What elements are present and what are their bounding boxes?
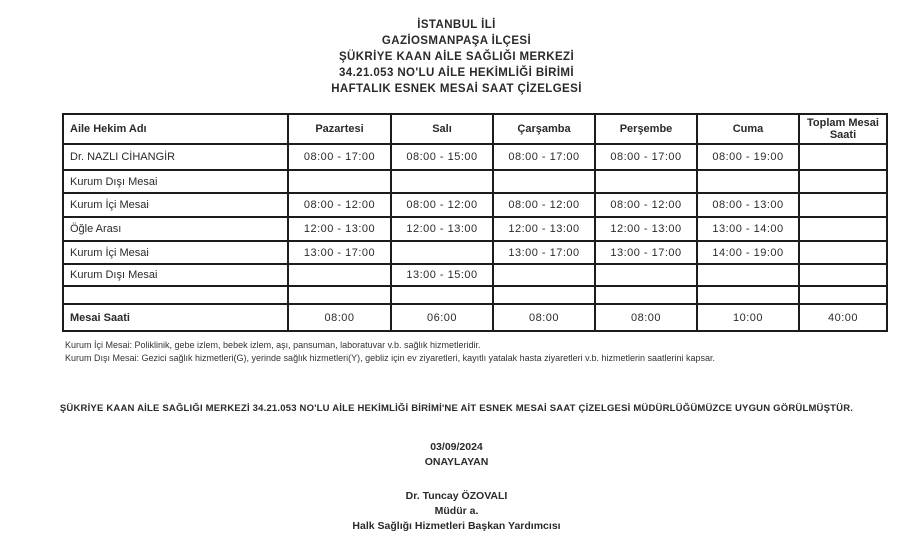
row-label-cell: Kurum Dışı Mesai — [63, 170, 288, 193]
schedule-table-body — [63, 144, 887, 331]
title-line-unit: 34.21.053 NO'LU AİLE HEKİMLİĞİ BİRİMİ — [338, 67, 574, 79]
signer-title: Halk Sağlığı Hizmetleri Başkan Yardımcısı — [352, 520, 561, 532]
time-cell: 40:00 — [799, 304, 887, 331]
time-cell: 08:00 - 17:00 — [288, 144, 391, 170]
time-cell — [799, 286, 887, 304]
signer-role: Müdür a. — [434, 505, 479, 517]
row-label-cell: Mesai Saati — [63, 304, 288, 331]
document-title — [0, 17, 913, 97]
table-row — [63, 304, 887, 331]
header-cell-4: Perşembe — [595, 114, 697, 144]
time-cell — [799, 241, 887, 264]
time-cell: 08:00 - 12:00 — [595, 193, 697, 217]
time-cell — [697, 264, 799, 286]
time-cell: 08:00 - 17:00 — [493, 144, 595, 170]
time-cell: 08:00 - 19:00 — [697, 144, 799, 170]
time-cell — [288, 286, 391, 304]
time-cell — [697, 286, 799, 304]
header-cell-5: Cuma — [697, 114, 799, 144]
time-cell — [799, 170, 887, 193]
time-cell: 08:00 - 12:00 — [391, 193, 493, 217]
title-line-district: GAZİOSMANPAŞA İLÇESİ — [381, 35, 532, 47]
footnote-in-office: Kurum İçi Mesai: Poliklinik, gebe izlem, bebek izlem, aşı, pansuman, laboratuvar v.b. sağlık hizmetleridir. — [65, 340, 481, 350]
table-row — [63, 241, 887, 264]
signature-block — [0, 489, 913, 534]
time-cell — [799, 144, 887, 170]
time-cell — [493, 264, 595, 286]
row-label-cell: Öğle Arası — [63, 217, 288, 241]
time-cell — [595, 286, 697, 304]
schedule-table — [62, 113, 888, 332]
time-cell: 08:00 - 12:00 — [288, 193, 391, 217]
time-cell — [595, 170, 697, 193]
time-cell — [391, 241, 493, 264]
time-cell: 13:00 - 15:00 — [391, 264, 493, 286]
header-cell-6: Toplam Mesai Saati — [799, 114, 887, 144]
time-cell: 13:00 - 17:00 — [493, 241, 595, 264]
row-label-cell: Kurum Dışı Mesai — [63, 264, 288, 286]
time-cell: 08:00 - 13:00 — [697, 193, 799, 217]
approver-label: ONAYLAYAN — [424, 456, 489, 468]
time-cell: 10:00 — [697, 304, 799, 331]
time-cell: 08:00 — [595, 304, 697, 331]
table-row — [63, 264, 887, 286]
table-row — [63, 193, 887, 217]
title-line-doc-type: HAFTALIK ESNEK MESAİ SAAT ÇİZELGESİ — [331, 83, 582, 95]
time-cell: 12:00 - 13:00 — [493, 217, 595, 241]
schedule-table-head — [63, 114, 887, 144]
time-cell: 12:00 - 13:00 — [391, 217, 493, 241]
time-cell: 08:00 - 12:00 — [493, 193, 595, 217]
footnote-out-office: Kurum Dışı Mesai: Gezici sağlık hizmetleri(G), yerinde sağlık hizmetleri(Y), gebliz için ev ziyaretleri, kayıtlı yatalak hasta ziyaretleri v.b. hizmetlerin saatlerini kapsar. — [65, 353, 716, 363]
title-line-province: İSTANBUL İLİ — [417, 19, 496, 31]
time-cell — [493, 170, 595, 193]
header-cell-doctor-name: Aile Hekim Adı — [63, 114, 288, 144]
row-label-cell: Kurum İçi Mesai — [63, 193, 288, 217]
table-row — [63, 170, 887, 193]
table-row — [63, 217, 887, 241]
time-cell — [391, 286, 493, 304]
time-cell: 13:00 - 17:00 — [288, 241, 391, 264]
time-cell: 08:00 — [288, 304, 391, 331]
time-cell — [697, 170, 799, 193]
time-cell — [799, 193, 887, 217]
time-cell — [493, 286, 595, 304]
row-label-cell: Dr. NAZLI CİHANGİR — [63, 144, 288, 170]
table-header-row — [63, 114, 887, 144]
time-cell: 08:00 - 17:00 — [595, 144, 697, 170]
time-cell — [595, 264, 697, 286]
time-cell: 12:00 - 13:00 — [595, 217, 697, 241]
time-cell — [288, 264, 391, 286]
row-label-cell: Kurum İçi Mesai — [63, 241, 288, 264]
time-cell — [288, 170, 391, 193]
time-cell: 08:00 — [493, 304, 595, 331]
time-cell — [799, 217, 887, 241]
approval-date: 03/09/2024 — [430, 441, 483, 453]
header-cell-1: Pazartesi — [288, 114, 391, 144]
header-cell-3: Çarşamba — [493, 114, 595, 144]
time-cell: 08:00 - 15:00 — [391, 144, 493, 170]
time-cell: 06:00 — [391, 304, 493, 331]
time-cell — [391, 170, 493, 193]
signer-name: Dr. Tuncay ÖZOVALI — [405, 490, 508, 502]
time-cell: 13:00 - 17:00 — [595, 241, 697, 264]
footnotes — [65, 339, 865, 365]
table-row — [63, 286, 887, 304]
approval-block — [0, 440, 913, 470]
time-cell: 14:00 - 19:00 — [697, 241, 799, 264]
time-cell — [799, 264, 887, 286]
row-label-cell — [63, 286, 288, 304]
header-cell-2: Salı — [391, 114, 493, 144]
title-line-center: ŞÜKRİYE KAAN AİLE SAĞLIĞI MERKEZİ — [338, 51, 575, 63]
time-cell: 13:00 - 14:00 — [697, 217, 799, 241]
table-row — [63, 144, 887, 170]
time-cell: 12:00 - 13:00 — [288, 217, 391, 241]
approval-statement: ŞÜKRİYE KAAN AİLE SAĞLIĞI MERKEZİ 34.21.053 NO'LU AİLE HEKİMLİĞİ BİRİMİ'NE AİT ESNEK MESAİ SAAT ÇİZELGESİ MÜDÜRLÜĞÜMÜZCE UYGUN GÖRÜLMÜŞTÜR. — [59, 403, 854, 414]
